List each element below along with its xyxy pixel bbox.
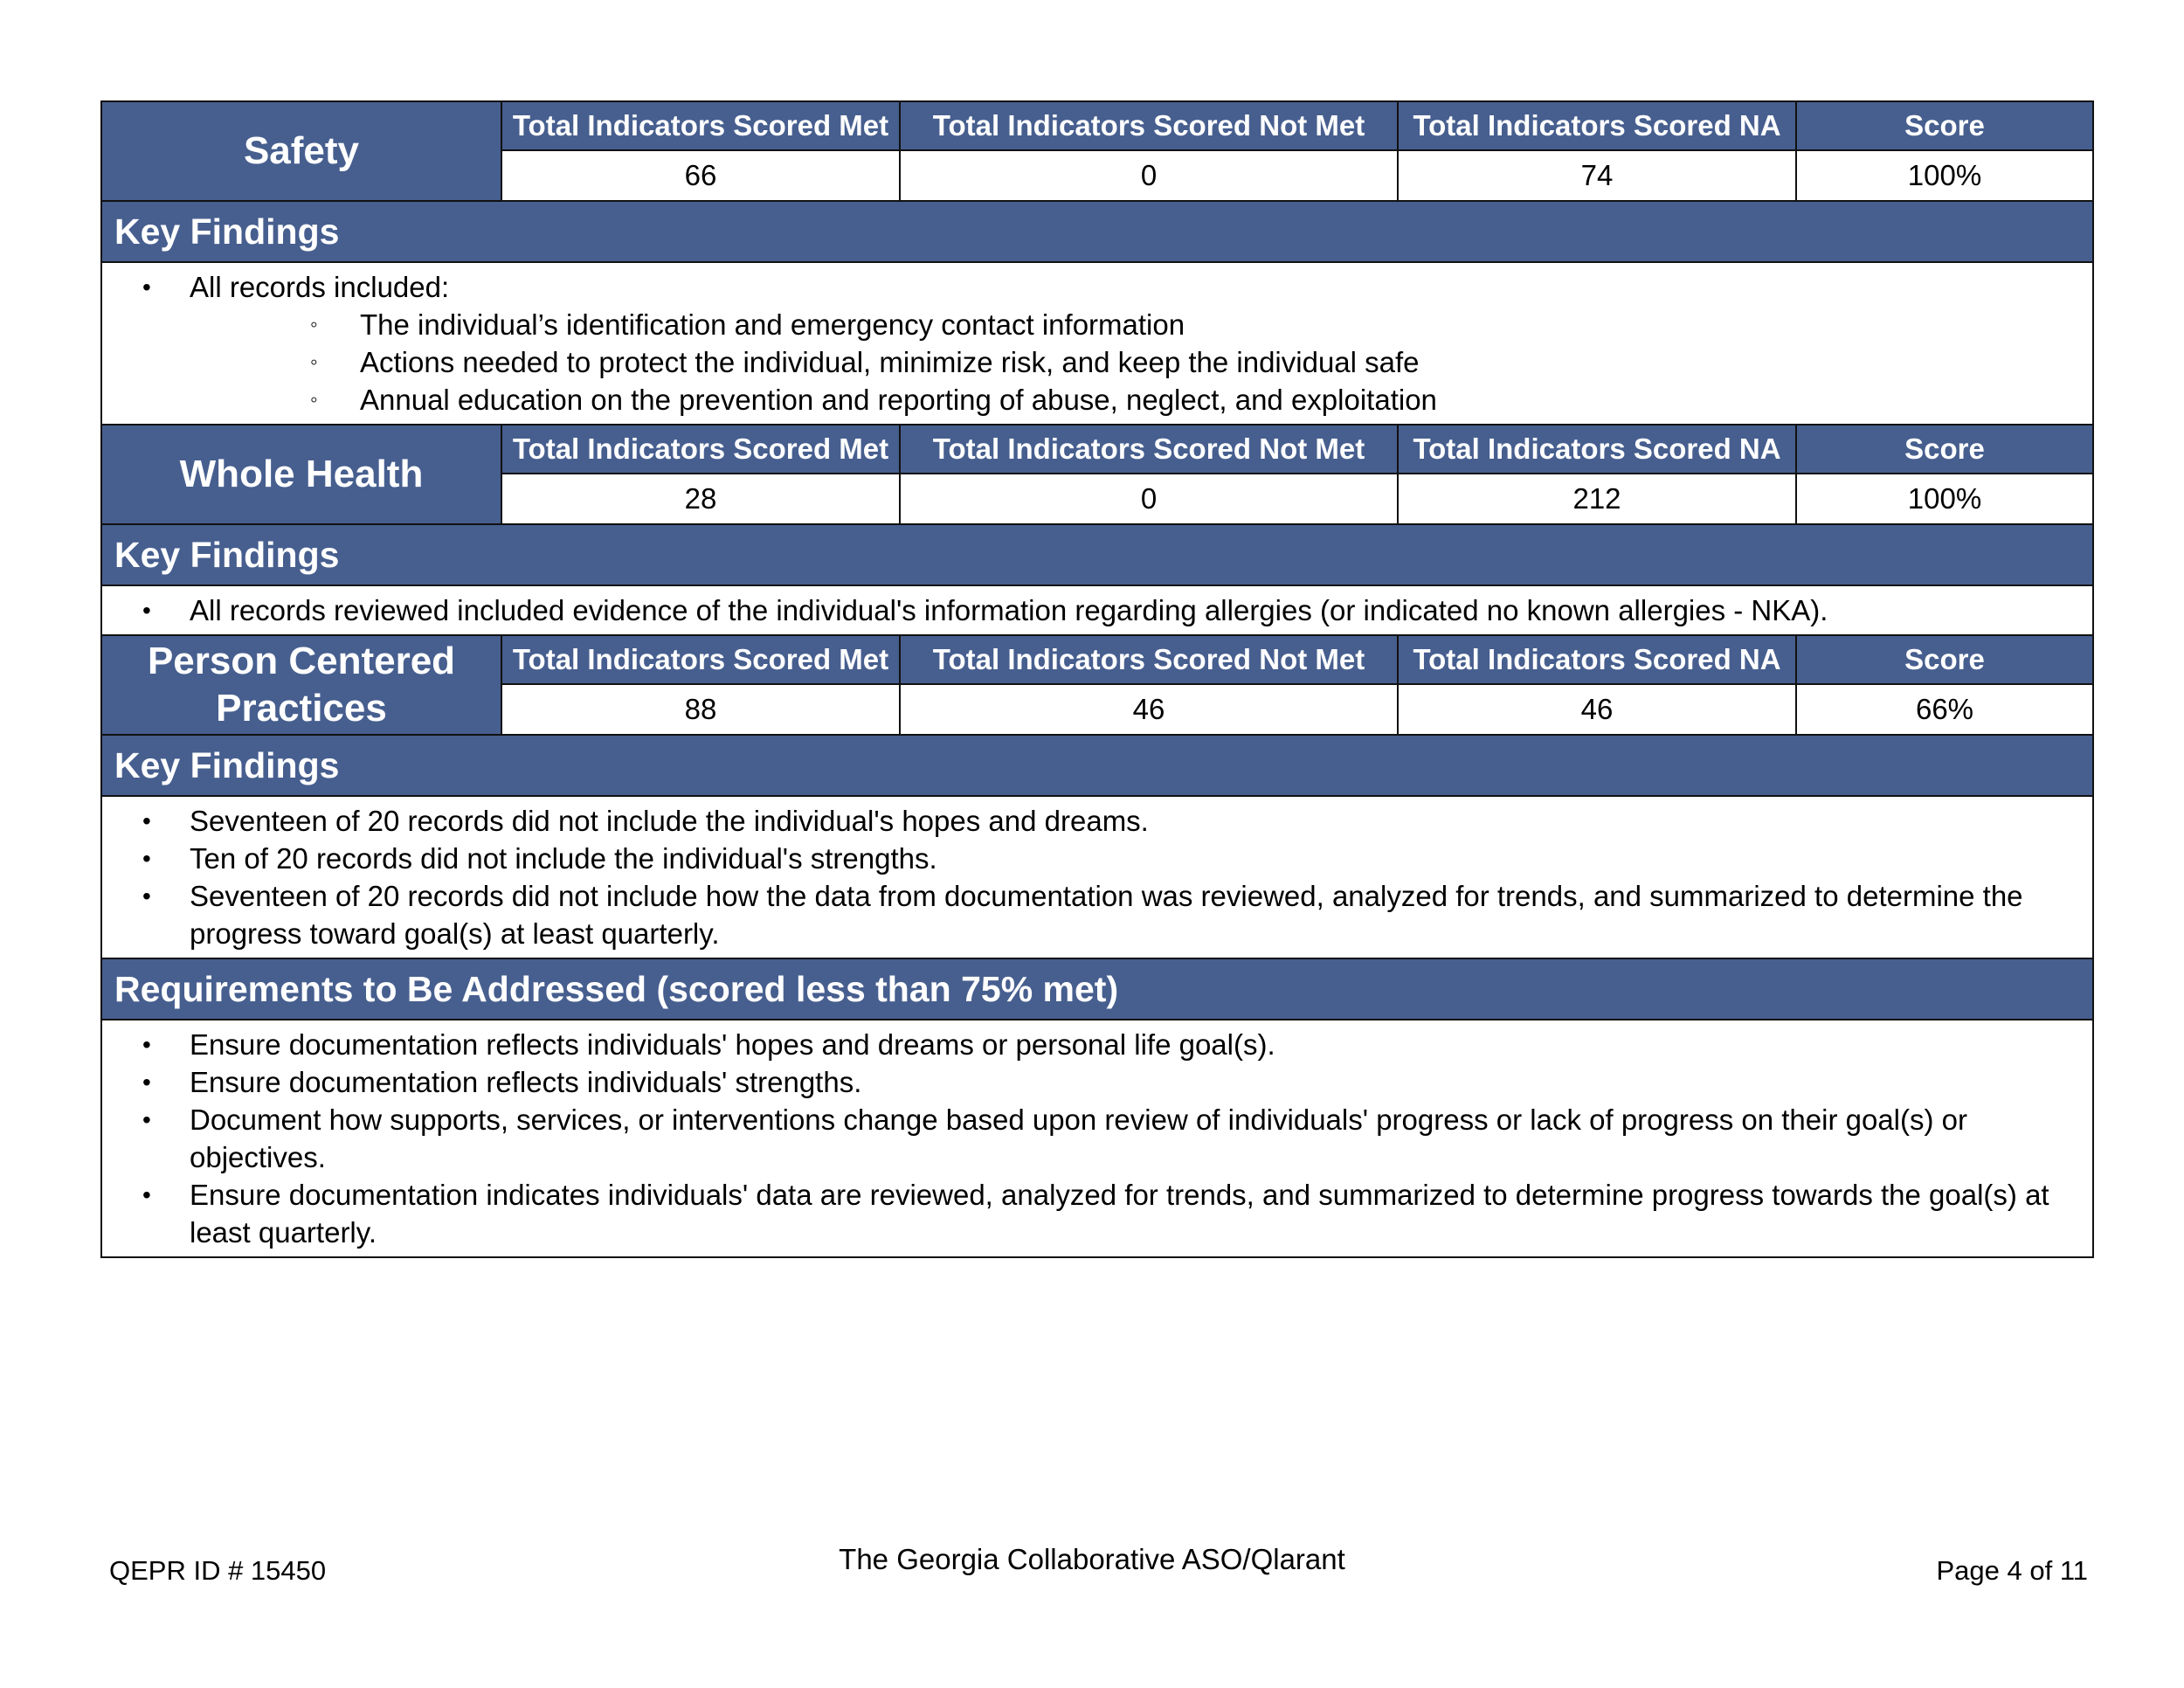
list-item [102,1176,2092,1251]
finding-subtext: Annual education on the prevention and reporting of abuse, neglect, and exploitation [360,384,1437,416]
section-title-person-centered-practices [101,635,501,735]
footer-organization: The Georgia Collaborative ASO/Qlarant [839,1543,1345,1575]
pcp-not-met-value: 46 [900,684,1398,735]
bullet-icon: • [142,273,151,301]
safety-met-value: 66 [501,150,900,201]
section-title-safety: Safety [101,101,501,201]
requirements-heading: Requirements to Be Addressed (scored less than 75% met) [101,958,2093,1020]
col-header-na: Total Indicators Scored NA [1398,425,1796,474]
safety-findings [101,262,2093,425]
col-header-score: Score [1796,425,2093,474]
pcp-score-value: 66% [1796,684,2093,735]
whole-health-not-met-value: 0 [900,474,1398,524]
col-header-not-met: Total Indicators Scored Not Met [900,635,1398,684]
list-item [102,840,2092,877]
requirement-text: Ensure documentation reflects individuals' strengths. [190,1066,862,1098]
list-item [102,802,2092,840]
list-item [102,591,2092,629]
bullet-icon: • [142,597,151,624]
footer-page-number: Page 4 of 11 [1936,1555,2088,1586]
safety-not-met-value: 0 [900,150,1398,201]
finding-text: Seventeen of 20 records did not include the individual's hopes and dreams. [190,805,1149,837]
section-title-line: Practices [216,687,387,730]
finding-text: Ten of 20 records did not include the individual's strengths. [190,842,937,875]
pcp-findings [101,796,2093,958]
sub-bullet-icon: ◦ [310,388,318,412]
list-item [102,1063,2092,1101]
finding-text: All records reviewed included evidence of the individual's information regarding allergies (or indicated no known allergies - NKA). [190,594,1828,626]
col-header-score: Score [1796,635,2093,684]
requirements-list [101,1020,2093,1257]
sub-list-item [190,306,2075,343]
whole-health-met-value: 28 [501,474,900,524]
key-findings-heading: Key Findings [101,524,2093,585]
report-page [100,100,2092,1258]
sub-list-item [190,381,2075,419]
bullet-icon: • [142,807,151,834]
finding-text: Seventeen of 20 records did not include how the data from documentation was reviewed, analyzed for trends, and summarized to determine the progress toward goal(s) at least quarterly. [190,880,2023,950]
col-header-met: Total Indicators Scored Met [501,635,900,684]
whole-health-na-value: 212 [1398,474,1796,524]
list-item [102,877,2092,952]
whole-health-score-value: 100% [1796,474,2093,524]
col-header-na: Total Indicators Scored NA [1398,101,1796,150]
key-findings-heading: Key Findings [101,201,2093,262]
col-header-not-met: Total Indicators Scored Not Met [900,101,1398,150]
bullet-icon: • [142,882,151,910]
sub-bullet-icon: ◦ [310,313,318,336]
list-item [102,1026,2092,1063]
requirement-text: Ensure documentation indicates individuals' data are reviewed, analyzed for trends, and summarized to determine progress towards the goal(s) at least quarterly. [190,1179,2049,1249]
bullet-icon: • [142,1106,151,1133]
col-header-not-met: Total Indicators Scored Not Met [900,425,1398,474]
requirement-text: Ensure documentation reflects individuals' hopes and dreams or personal life goal(s). [190,1028,1275,1061]
finding-text: All records included: [190,271,450,303]
list-item [102,268,2092,419]
list-item [102,1101,2092,1176]
section-title-line: Person Centered [147,640,456,682]
bullet-icon: • [142,845,151,872]
key-findings-heading: Key Findings [101,735,2093,796]
finding-subtext: The individual’s identification and emergency contact information [360,308,1185,341]
safety-score-value: 100% [1796,150,2093,201]
whole-health-findings [101,585,2093,635]
col-header-score: Score [1796,101,2093,150]
requirement-text: Document how supports, services, or interventions change based upon review of individuals' progress or lack of progress on their goal(s) or objectives. [190,1103,1967,1173]
col-header-met: Total Indicators Scored Met [501,425,900,474]
footer-qepr-id: QEPR ID # 15450 [109,1555,327,1586]
pcp-na-value: 46 [1398,684,1796,735]
finding-subtext: Actions needed to protect the individual, minimize risk, and keep the individual safe [360,346,1420,378]
review-summary-table [100,100,2094,1258]
bullet-icon: • [142,1069,151,1096]
pcp-met-value: 88 [501,684,900,735]
safety-na-value: 74 [1398,150,1796,201]
sub-list-item [190,343,2075,381]
col-header-met: Total Indicators Scored Met [501,101,900,150]
sub-bullet-icon: ◦ [310,350,318,374]
section-title-whole-health: Whole Health [101,425,501,524]
bullet-icon: • [142,1031,151,1058]
bullet-icon: • [142,1181,151,1208]
col-header-na: Total Indicators Scored NA [1398,635,1796,684]
